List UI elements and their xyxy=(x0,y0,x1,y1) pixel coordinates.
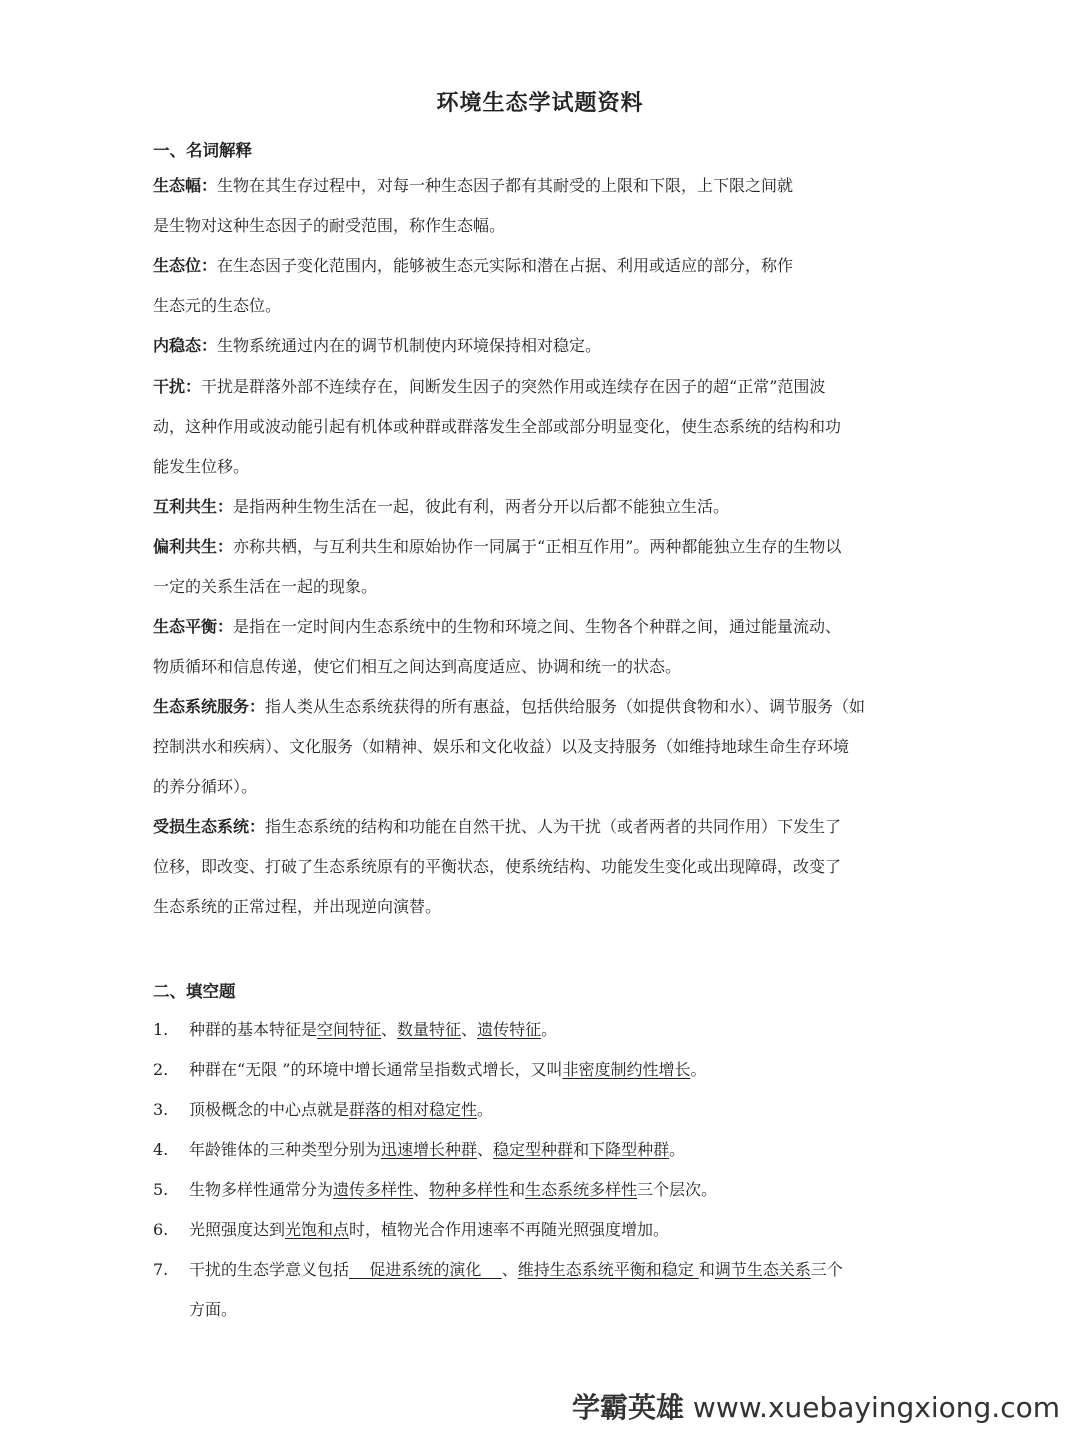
definition-text: 生物系统通过内在的调节机制使内环境保持相对稳定。 xyxy=(217,336,602,355)
definition-item xyxy=(153,687,933,807)
question-text: 、 xyxy=(381,1020,398,1039)
definition-line xyxy=(153,246,933,286)
definition-line xyxy=(153,887,933,927)
definition-term: 生态系统服务 xyxy=(153,697,250,716)
question-item xyxy=(153,1130,943,1170)
question-text: 方面。 xyxy=(189,1300,238,1319)
definition-line xyxy=(153,286,933,326)
question-text: 。 xyxy=(669,1140,686,1159)
question-text: 生物多样性通常分为 xyxy=(189,1180,334,1199)
section-heading-definitions: 一、名词解释 xyxy=(153,141,252,160)
answer-blank: 数量特征 xyxy=(397,1020,462,1039)
answer-blank: 遗传特征 xyxy=(477,1020,542,1039)
question-item xyxy=(153,1090,943,1130)
definition-separator: ： xyxy=(201,256,218,275)
question-text: 和 xyxy=(509,1180,526,1199)
question-item xyxy=(153,1210,943,1250)
question-number: 5. xyxy=(153,1180,169,1199)
definition-item xyxy=(153,807,933,927)
definition-line xyxy=(153,807,933,847)
question-text: 三个层次。 xyxy=(637,1180,718,1199)
question-text: 、 xyxy=(413,1180,430,1199)
definition-line xyxy=(153,407,933,447)
question-line xyxy=(189,1210,943,1250)
question-item xyxy=(153,1050,943,1090)
question-number: 1. xyxy=(153,1020,169,1039)
definition-line xyxy=(153,527,933,567)
question-text: 年龄锥体的三种类型分别为 xyxy=(189,1140,382,1159)
question-text: 。 xyxy=(690,1060,707,1079)
question-text: 。 xyxy=(477,1100,494,1119)
question-line xyxy=(189,1090,943,1130)
answer-blank: 下降型种群 xyxy=(589,1140,670,1159)
question-line xyxy=(189,1010,943,1050)
definition-text: 动，这种作用或波动能引起有机体或种群或群落发生全部或部分明显变化，使生态系统的结构和功 xyxy=(153,417,842,436)
question-number: 2. xyxy=(153,1060,169,1079)
definition-text: 指生态系统的结构和功能在自然干扰、人为干扰（或者两者的共同作用）下发生了 xyxy=(265,817,842,836)
definition-text: 是生物对这种生态因子的耐受范围，称作生态幅。 xyxy=(153,216,506,235)
definition-term: 偏利共生 xyxy=(153,537,218,556)
definition-item xyxy=(153,607,933,687)
definition-text: 一定的关系生活在一起的现象。 xyxy=(153,577,378,596)
question-text: 光照强度达到 xyxy=(189,1220,286,1239)
definition-text: 指人类从生态系统获得的所有惠益，包括供给服务（如提供食物和水）、调节服务（如 xyxy=(265,697,866,716)
definition-item xyxy=(153,487,933,527)
definition-term: 生态平衡 xyxy=(153,617,218,636)
question-line xyxy=(189,1050,943,1090)
definition-line xyxy=(153,847,933,887)
answer-blank: 遗传多样性 xyxy=(333,1180,414,1199)
footer-brand: 学霸英雄 xyxy=(572,1391,685,1424)
definition-separator: ： xyxy=(249,817,266,836)
definition-text: 干扰是群落外部不连续存在，间断发生因子的突然作用或连续存在因子的超“正常”范围波 xyxy=(201,377,826,396)
definition-text: 在生态因子变化范围内，能够被生态元实际和潜在占据、利用或适应的部分，称作 xyxy=(217,256,794,275)
definition-separator: ： xyxy=(249,697,266,716)
definition-item xyxy=(153,166,933,246)
definition-term: 干扰 xyxy=(153,377,186,396)
answer-blank: 促进系统的演化 xyxy=(349,1260,502,1279)
question-number: 7. xyxy=(153,1260,169,1279)
footer-watermark xyxy=(572,1386,1060,1426)
definition-line xyxy=(153,447,933,487)
definition-text: 控制洪水和疾病）、文化服务（如精神、娱乐和文化收益）以及支持服务（如维持地球生命生存环境 xyxy=(153,737,850,756)
question-text: 、 xyxy=(461,1020,478,1039)
question-line xyxy=(189,1250,943,1290)
definition-text: 生态元的生态位。 xyxy=(153,296,282,315)
question-item xyxy=(153,1170,943,1210)
definition-text: 生物在其生存过程中，对每一种生态因子都有其耐受的上限和下限，上下限之间就 xyxy=(217,176,794,195)
question-number: 4. xyxy=(153,1140,169,1159)
answer-blank: 非密度制约性增长 xyxy=(562,1060,691,1079)
definition-line xyxy=(153,567,933,607)
definition-term: 生态位 xyxy=(153,256,202,275)
definition-separator: ： xyxy=(185,377,202,396)
answer-blank: 光饱和点 xyxy=(285,1220,350,1239)
definition-text: 物质循环和信息传递，使它们相互之间达到高度适应、协调和统一的状态。 xyxy=(153,657,682,676)
definition-text: 生态系统的正常过程，并出现逆向演替。 xyxy=(153,897,442,916)
definition-text: 亦称共栖，与互利共生和原始协作一同属于“正相互作用”。两种都能独立生存的生物以 xyxy=(233,537,842,556)
question-line xyxy=(189,1290,943,1330)
question-line xyxy=(189,1130,943,1170)
question-text: 。 xyxy=(541,1020,558,1039)
question-text: 种群的基本特征是 xyxy=(189,1020,318,1039)
answer-blank: 群落的相对稳定性 xyxy=(349,1100,478,1119)
definition-item xyxy=(153,527,933,607)
fill-blank-list xyxy=(153,1010,943,1330)
definition-line xyxy=(153,166,933,206)
definition-separator: ： xyxy=(201,176,218,195)
definition-line xyxy=(153,367,933,407)
definition-separator: ： xyxy=(217,537,234,556)
question-number: 6. xyxy=(153,1220,169,1239)
question-text: 和 xyxy=(698,1260,715,1279)
definition-text: 位移，即改变、打破了生态系统原有的平衡状态，使系统结构、功能发生变化或出现障碍，改变了 xyxy=(153,857,842,876)
answer-blank: 维持生态系统平衡和稳定 xyxy=(517,1260,699,1279)
answer-blank: 调节生态关系 xyxy=(714,1260,811,1279)
definition-separator: ： xyxy=(201,336,218,355)
question-number: 3. xyxy=(153,1100,169,1119)
question-text: 三个 xyxy=(810,1260,843,1279)
definition-item xyxy=(153,326,933,366)
footer-url: www.xuebayingxiong.com xyxy=(692,1391,1060,1424)
definition-line xyxy=(153,206,933,246)
question-text: 顶极概念的中心点就是 xyxy=(189,1100,350,1119)
answer-blank: 物种多样性 xyxy=(429,1180,510,1199)
question-text: 时，植物光合作用速率不再随光照强度增加。 xyxy=(349,1220,670,1239)
question-text: 和 xyxy=(573,1140,590,1159)
definition-separator: ： xyxy=(217,617,234,636)
question-item xyxy=(153,1010,943,1050)
definition-line xyxy=(153,326,933,366)
question-item xyxy=(153,1250,943,1330)
question-text: 种群在“无限 ”的环境中增长通常呈指数式增长，又叫 xyxy=(189,1060,563,1079)
definition-text: 是指在一定时间内生态系统中的生物和环境之间、生物各个种群之间，通过能量流动、 xyxy=(233,617,842,636)
definition-term: 内稳态 xyxy=(153,336,202,355)
definition-line xyxy=(153,767,933,807)
definition-line xyxy=(153,607,933,647)
question-text: 干扰的生态学意义包括 xyxy=(189,1260,350,1279)
answer-blank: 稳定型种群 xyxy=(493,1140,574,1159)
definition-text: 的养分循环）。 xyxy=(153,777,258,796)
definition-line xyxy=(153,647,933,687)
definition-term: 互利共生 xyxy=(153,497,218,516)
definition-term: 生态幅 xyxy=(153,176,202,195)
document-title: 环境生态学试题资料 xyxy=(436,91,644,116)
definition-item xyxy=(153,246,933,326)
answer-blank: 迅速增长种群 xyxy=(381,1140,478,1159)
definition-text: 是指两种生物生活在一起，彼此有利，两者分开以后都不能独立生活。 xyxy=(233,497,730,516)
question-text: 、 xyxy=(477,1140,494,1159)
definition-line xyxy=(153,727,933,767)
definition-text: 能发生位移。 xyxy=(153,457,250,476)
definition-term: 受损生态系统 xyxy=(153,817,250,836)
question-text: 、 xyxy=(501,1260,518,1279)
answer-blank: 生态系统多样性 xyxy=(525,1180,638,1199)
section-heading-fill-blank: 二、填空题 xyxy=(153,982,236,1001)
question-line xyxy=(189,1170,943,1210)
definition-line xyxy=(153,687,933,727)
definition-separator: ： xyxy=(217,497,234,516)
definition-line xyxy=(153,487,933,527)
definition-item xyxy=(153,367,933,487)
answer-blank: 空间特征 xyxy=(317,1020,382,1039)
